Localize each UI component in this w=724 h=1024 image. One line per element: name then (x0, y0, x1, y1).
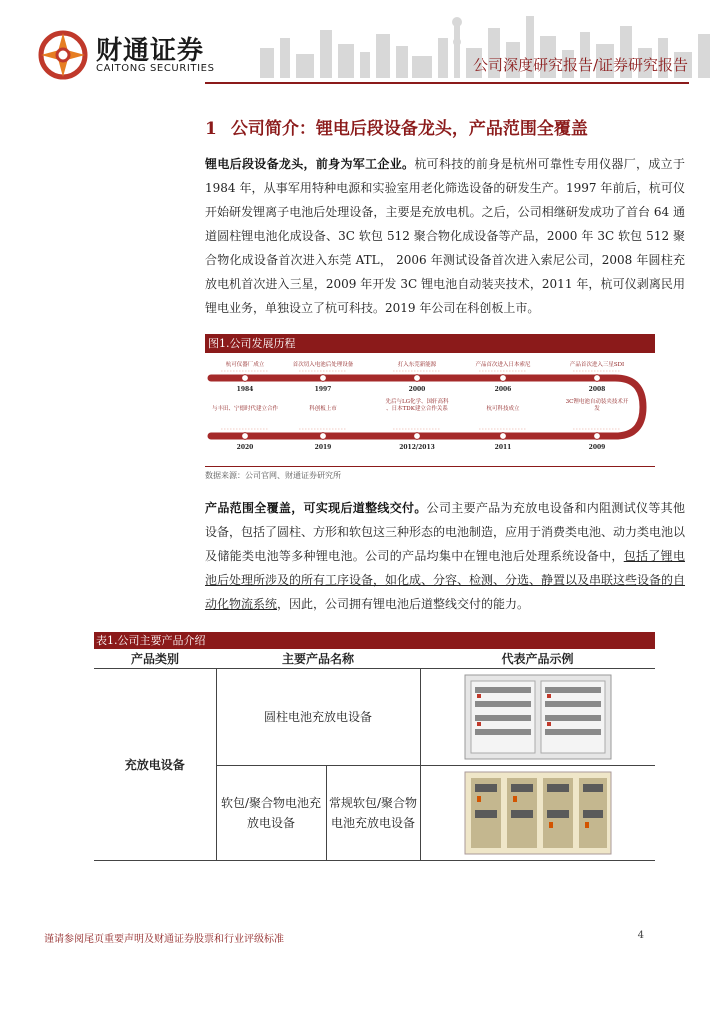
product-name-cell: 常规软包/聚合物电池充放电设备 (326, 765, 420, 860)
product-image-cell (420, 765, 655, 860)
product-subcategory-cell: 软包/聚合物电池充放电设备 (216, 765, 326, 860)
milestone-top-year: 1984 (236, 386, 254, 393)
section-number: 1 (205, 119, 217, 139)
table-header-row (94, 650, 655, 668)
products-paragraph (205, 496, 685, 616)
milestone-bottom-label: 3C锂电池自动装夹技术开发 (565, 399, 629, 412)
milestone-bottom-label: 与丰田、宁德时代建立合作 (211, 406, 279, 412)
pouch-charger-image (463, 770, 613, 856)
table-caption: 表1.公司主要产品介绍 (94, 632, 655, 649)
milestone-bottom-year: 2011 (494, 444, 512, 451)
header-category: 产品类别 (94, 650, 216, 668)
intro-paragraph (205, 152, 685, 320)
products-text-a: 公司主要产品为充放电设备和内阻测试仪等其他设备，包括了圆柱、方形和软包这三种形态的电池制造，应用于消费类电池、动力类电池以及储能类电池等多种锂电池。公司的产品均集中在锂电池后处理系统设备中， (205, 501, 686, 563)
milestone-bottom-dot (500, 433, 507, 440)
milestone-top-label: 打入东莞新能源 (397, 362, 437, 368)
products-underlined: 包括了锂电池后处理所涉及的所有工序设备，如化成、分容、检测、分选、静置以及串联这些设备的自动化物流系统 (205, 549, 686, 611)
header-example: 代表产品示例 (420, 650, 655, 668)
milestone-top-year: 2000 (408, 386, 426, 393)
brand-name-cn: 财通证券 (96, 36, 205, 66)
brand-name-en: CAITONG SECURITIES (96, 63, 215, 74)
milestone-bottom-year: 2019 (314, 444, 332, 451)
milestone-bottom-dot (320, 433, 327, 440)
figure-source: 数据来源：公司官网、财通证券研究所 (205, 471, 341, 480)
category-cell: 充放电设备 (94, 668, 216, 860)
page-number: 4 (637, 930, 644, 941)
milestone-top-dot (320, 375, 327, 382)
products-lead: 产品范围全覆盖，可实现后道整线交付。 (205, 501, 427, 515)
footer-disclaimer: 谨请参阅尾页重要声明及财通证券股票和行业评级标准 (44, 934, 284, 945)
figure-caption: 图1.公司发展历程 (205, 334, 655, 353)
report-type: 公司深度研究报告/证券研究报告 (472, 56, 688, 74)
development-timeline (205, 354, 655, 460)
milestone-top-year: 2006 (494, 386, 512, 393)
section-heading (205, 114, 588, 139)
milestone-top-label: 产品首次进入日本索尼 (475, 362, 531, 368)
cylindrical-charger-image (463, 673, 613, 761)
caitong-logo-icon (38, 30, 88, 80)
milestone-top-dot (242, 375, 249, 382)
page-header (0, 0, 724, 92)
product-name-cell: 圆柱电池充放电设备 (216, 668, 420, 765)
milestone-bottom-label: 先后与LG化学、国轩高科、日本TDK建立合作关系 (385, 399, 449, 412)
products-table (94, 650, 655, 861)
milestone-bottom-label: 杭可科技成立 (486, 406, 520, 412)
figure-divider (205, 466, 655, 467)
milestone-top-dot (500, 375, 507, 382)
milestone-bottom-label: 科创板上市 (309, 406, 337, 412)
intro-text: 杭可科技的前身是杭州可靠性专用仪器厂，成立于 1984 年，从事军用特种电源和实验室用老化筛选设备的研发生产。1997 年前后，杭可仪开始研发锂离子电池后处理设备，主要是充放电机。之后，公司相继研发成功了首台 64 通道圆柱锂电池化成设备、3C 软包 512 聚合物化成设备等产品，2000 年 3C 软包 512 聚合物化成设备首次进入东莞 ATL， 2006 年测试设备首次进入索尼公司，2008 年圆柱充放电机首次进入三星，2009 年开发 3C 锂电池自动装夹技术，2011 年，杭可仪剥离民用锂电业务，单独设立了杭可科技。2019 年公司在科创板上市。 (205, 157, 685, 315)
milestone-top-year: 2008 (588, 386, 606, 393)
intro-lead: 锂电后段设备龙头，前身为军工企业。 (205, 157, 415, 171)
milestone-top-label: 产品首次进入三星SDI (569, 362, 625, 368)
table-row (94, 668, 655, 765)
milestone-bottom-year: 2020 (236, 444, 254, 451)
milestone-top-dot (414, 375, 421, 382)
products-text-b: ，因此，公司拥有锂电池后道整线交付的能力。 (277, 597, 530, 611)
milestone-top-label: 杭可仪器厂成立 (225, 362, 265, 368)
milestone-bottom-dot (594, 433, 601, 440)
milestone-bottom-dot (242, 433, 249, 440)
header-product-name: 主要产品名称 (216, 650, 420, 668)
product-image-cell (420, 668, 655, 765)
header-divider (205, 82, 689, 84)
milestone-bottom-year: 2009 (588, 444, 606, 451)
milestone-top-label: 首次切入电池后处理设备 (292, 362, 354, 368)
milestone-top-year: 1997 (314, 386, 332, 393)
milestone-bottom-dot (414, 433, 421, 440)
milestone-bottom-year: 2012/2013 (399, 444, 435, 451)
section-title: 公司简介：锂电后段设备龙头，产品范围全覆盖 (230, 119, 588, 139)
milestone-top-dot (594, 375, 601, 382)
